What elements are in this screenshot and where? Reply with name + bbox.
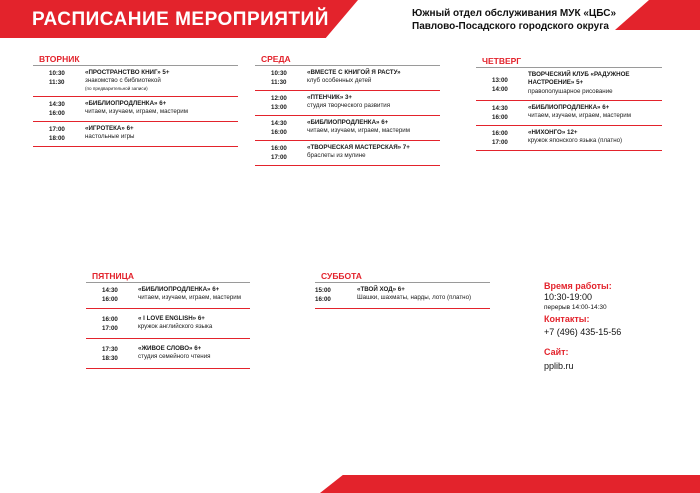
event-desc: знакомство с библиотекой [85, 77, 161, 85]
event-desc: правополушарное рисование [528, 87, 613, 95]
event-start: 12:00 [271, 95, 287, 102]
site-label: Сайт: [544, 347, 569, 357]
event-end: 16:00 [49, 110, 65, 117]
event-desc: кружок японского языка (платно) [528, 137, 623, 145]
event-start: 16:00 [271, 145, 287, 152]
event-title: «ТВОЙ ХОД» 6+ [357, 286, 405, 293]
event-title: «ИГРОТЕКА» 6+ [85, 125, 134, 132]
event-note: (по предварительной записи) [85, 85, 148, 91]
event-start: 16:00 [492, 130, 508, 137]
event-desc: читаем, изучаем, играем, мастерим [138, 294, 242, 302]
contacts-block [544, 280, 621, 372]
event-title: « I LOVE ENGLISH» 6+ [138, 315, 205, 322]
event-row [33, 66, 238, 97]
event-desc: читаем, изучаем, играем, мастерим [85, 108, 189, 116]
day-tuesday [33, 53, 238, 147]
site-value: pplib.ru [544, 361, 574, 371]
day-wednesday [255, 53, 440, 166]
hours-label: Время работы: [544, 281, 612, 291]
event-row [476, 101, 662, 126]
event-title: «НИХОНГО» 12+ [528, 129, 578, 136]
day-name: ПЯТНИЦА [92, 271, 135, 281]
event-title: «ЖИВОЕ СЛОВО» 6+ [138, 345, 202, 352]
event-row [86, 309, 250, 339]
event-end: 17:00 [271, 154, 287, 161]
hours-value: 10:30-19:00 [544, 292, 593, 302]
event-start: 14:30 [49, 101, 65, 108]
event-title: «ПРОСТРАНСТВО КНИГ» 5+ [85, 69, 170, 76]
break-value: перерыв 14:00-14:30 [544, 304, 607, 311]
event-end: 14:00 [492, 86, 508, 93]
contacts-label: Контакты: [544, 314, 590, 324]
event-row [86, 283, 250, 309]
event-end: 18:00 [49, 135, 65, 142]
event-start: 14:30 [492, 105, 508, 112]
day-saturday [315, 270, 490, 309]
event-end: 16:00 [315, 296, 331, 303]
event-start: 17:30 [102, 346, 118, 353]
event-end: 16:00 [102, 296, 118, 303]
event-start: 14:30 [102, 287, 118, 294]
event-row [255, 116, 440, 141]
event-desc: кружок английского языка [138, 323, 213, 331]
event-end: 13:00 [271, 104, 287, 111]
event-start: 13:00 [492, 77, 508, 84]
event-desc: читаем, изучаем, играем, мастерим [528, 112, 632, 120]
bottom-decoration [320, 475, 700, 493]
org-line-1: Южный отдел обслуживания МУК «ЦБС» [412, 8, 617, 19]
event-row [33, 122, 238, 147]
day-name: СУББОТА [321, 271, 362, 281]
day-name: СРЕДА [261, 54, 291, 64]
page-title: РАСПИСАНИЕ МЕРОПРИЯТИЙ [32, 9, 329, 30]
day-name: ВТОРНИК [39, 54, 80, 64]
event-end: 11:30 [49, 79, 65, 86]
event-end: 18:30 [102, 355, 118, 362]
event-row [315, 283, 490, 309]
event-desc: клуб особенных детей [307, 77, 372, 85]
event-desc: настольные игры [85, 133, 135, 141]
event-title: «ВМЕСТЕ С КНИГОЙ Я РАСТУ» [307, 69, 401, 76]
event-start: 15:00 [315, 287, 331, 294]
event-row [255, 66, 440, 91]
event-desc: Шашки, шахматы, нарды, лото (платно) [357, 294, 472, 302]
event-end: 17:00 [492, 139, 508, 146]
event-title: ТВОРЧЕСКИЙ КЛУБ «РАДУЖНОЕ НАСТРОЕНИЕ» 5+ [528, 71, 630, 87]
event-start: 14:30 [271, 120, 287, 127]
event-desc: студия семейного чтения [138, 353, 211, 361]
corner-decoration [615, 0, 700, 30]
event-desc: студия творческого развития [307, 102, 391, 110]
phone-value: +7 (496) 435-15-56 [544, 327, 622, 337]
event-start: 10:30 [49, 70, 65, 77]
event-row [476, 68, 662, 101]
event-start: 17:00 [49, 126, 65, 133]
event-desc: читаем, изучаем, играем, мастерим [307, 127, 411, 135]
day-friday [86, 270, 250, 369]
day-name: ЧЕТВЕРГ [482, 56, 522, 66]
event-title: «БИБЛИОПРОДЛЕНКА» 6+ [85, 100, 167, 107]
event-end: 16:00 [271, 129, 287, 136]
event-end: 11:30 [271, 79, 287, 86]
event-row [33, 97, 238, 122]
event-title: «ПТЕНЧИК» 3+ [307, 94, 353, 101]
event-title: «ТВОРЧЕСКАЯ МАСТЕРСКАЯ» 7+ [307, 144, 410, 151]
event-start: 10:30 [271, 70, 287, 77]
event-row [255, 91, 440, 116]
event-end: 17:00 [102, 325, 118, 332]
event-title: «БИБЛИОПРОДЛЕНКА» 6+ [307, 119, 389, 126]
event-row [476, 126, 662, 151]
event-row [86, 339, 250, 369]
event-title: «БИБЛИОПРОДЛЕНКА» 6+ [138, 286, 220, 293]
day-thursday [476, 55, 662, 151]
organization-header [412, 7, 616, 33]
event-desc: браслеты из мулине [307, 152, 366, 160]
event-start: 16:00 [102, 316, 118, 323]
org-line-2: Павлово-Посадского городского округа [412, 21, 609, 32]
event-end: 16:00 [492, 114, 508, 121]
event-title: «БИБЛИОПРОДЛЕНКА» 6+ [528, 104, 610, 111]
event-row [255, 141, 440, 166]
